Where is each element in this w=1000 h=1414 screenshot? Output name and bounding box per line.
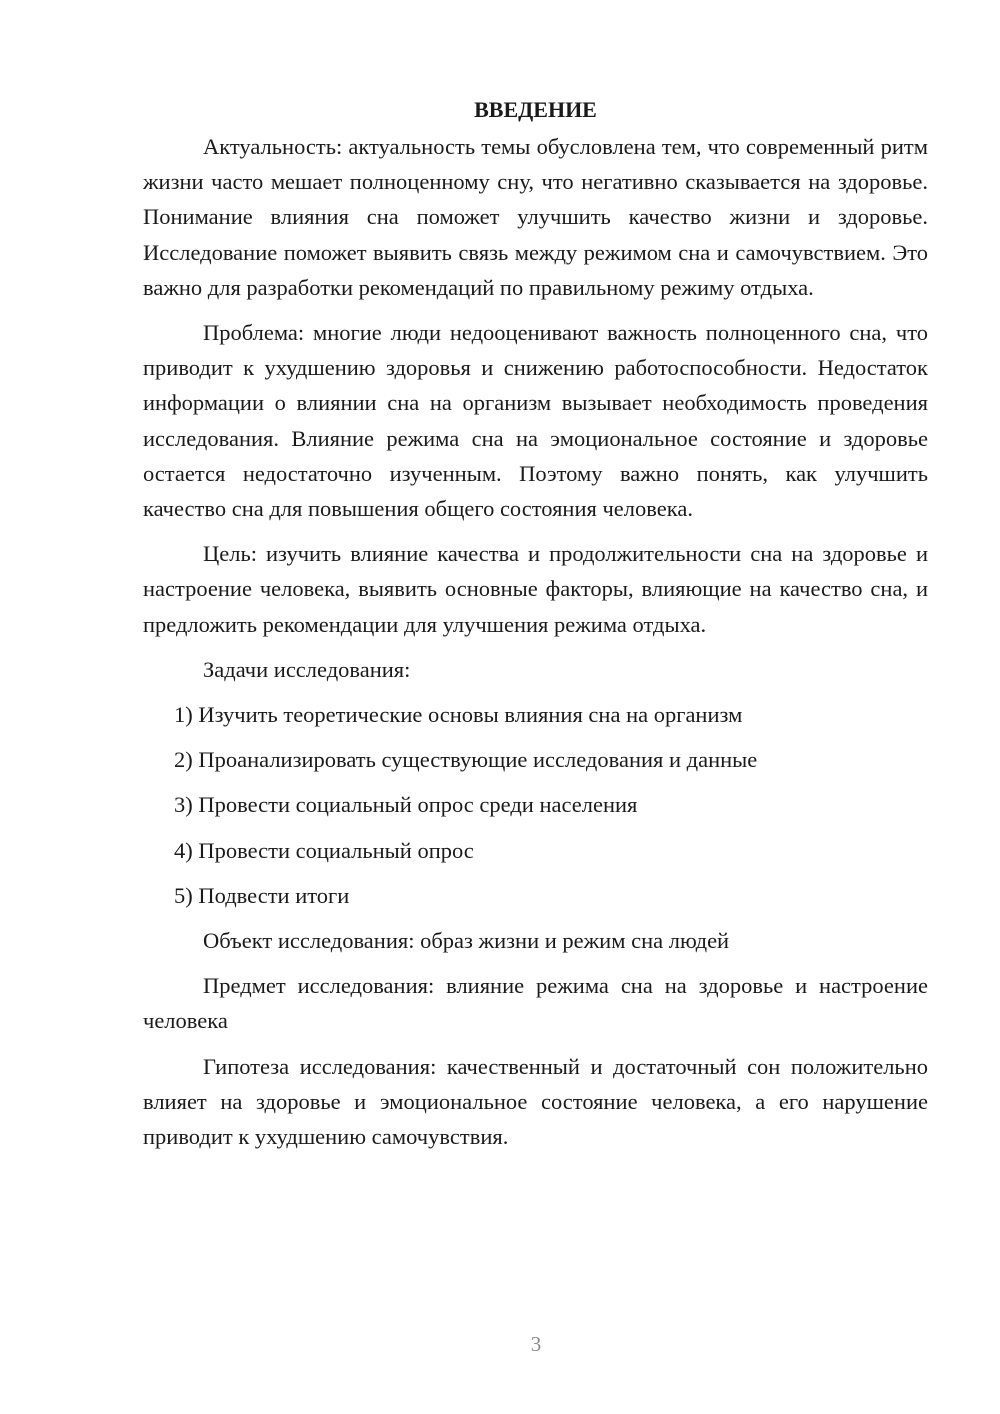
goal-paragraph: Цель: изучить влияние качества и продолжительности сна на здоровье и настроение человека, выявить основные факторы, влияющие на качество сна, и предложить рекомендации для улучшения режима отдыха.	[143, 541, 928, 637]
task-item: 2) Проанализировать существующие исследования и данные	[174, 747, 758, 773]
tasks-heading: Задачи исследования:	[203, 656, 411, 682]
task-item: 1) Изучить теоретические основы влияния сна на организм	[174, 702, 743, 728]
document-page	[143, 95, 928, 1164]
object-paragraph: Объект исследования: образ жизни и режим сна людей	[203, 928, 730, 954]
task-item: 5) Подвести итоги	[174, 882, 350, 908]
document-title: ВВЕДЕНИЕ	[474, 97, 597, 122]
tasks-list	[143, 697, 928, 913]
relevance-paragraph: Актуальность: актуальность темы обусловлена тем, что современный ритм жизни часто мешает полноценному сну, что негативно сказывается на здоровье. Понимание влияния сна поможет улучшить качество жизни и здоровье. Исследование поможет выявить связь между режимом сна и самочувствием. Это важно для разработки рекомендаций по правильному режиму отдыха.	[143, 134, 928, 300]
task-item: 4) Провести социальный опрос	[174, 837, 474, 863]
subject-paragraph: Предмет исследования: влияние режима сна на здоровье и настроение человека	[143, 973, 928, 1034]
problem-paragraph: Проблема: многие люди недооценивают важность полноценного сна, что приводит к ухудшению здоровья и снижению работоспособности. Недостаток информации о влиянии сна на организм вызывает необходимость проведения исследования. Влияние режима сна на эмоциональное состояние и здоровье остается недостаточно изученным. Поэтому важно понять, как улучшить качество сна для повышения общего состояния человека.	[143, 320, 928, 522]
hypothesis-paragraph: Гипотеза исследования: качественный и достаточный сон положительно влияет на здоровье и эмоциональное состояние человека, а его нарушение приводит к ухудшению самочувствия.	[143, 1053, 928, 1150]
task-item: 3) Провести социальный опрос среди населения	[174, 792, 638, 818]
page-number: 3	[530, 1332, 542, 1356]
